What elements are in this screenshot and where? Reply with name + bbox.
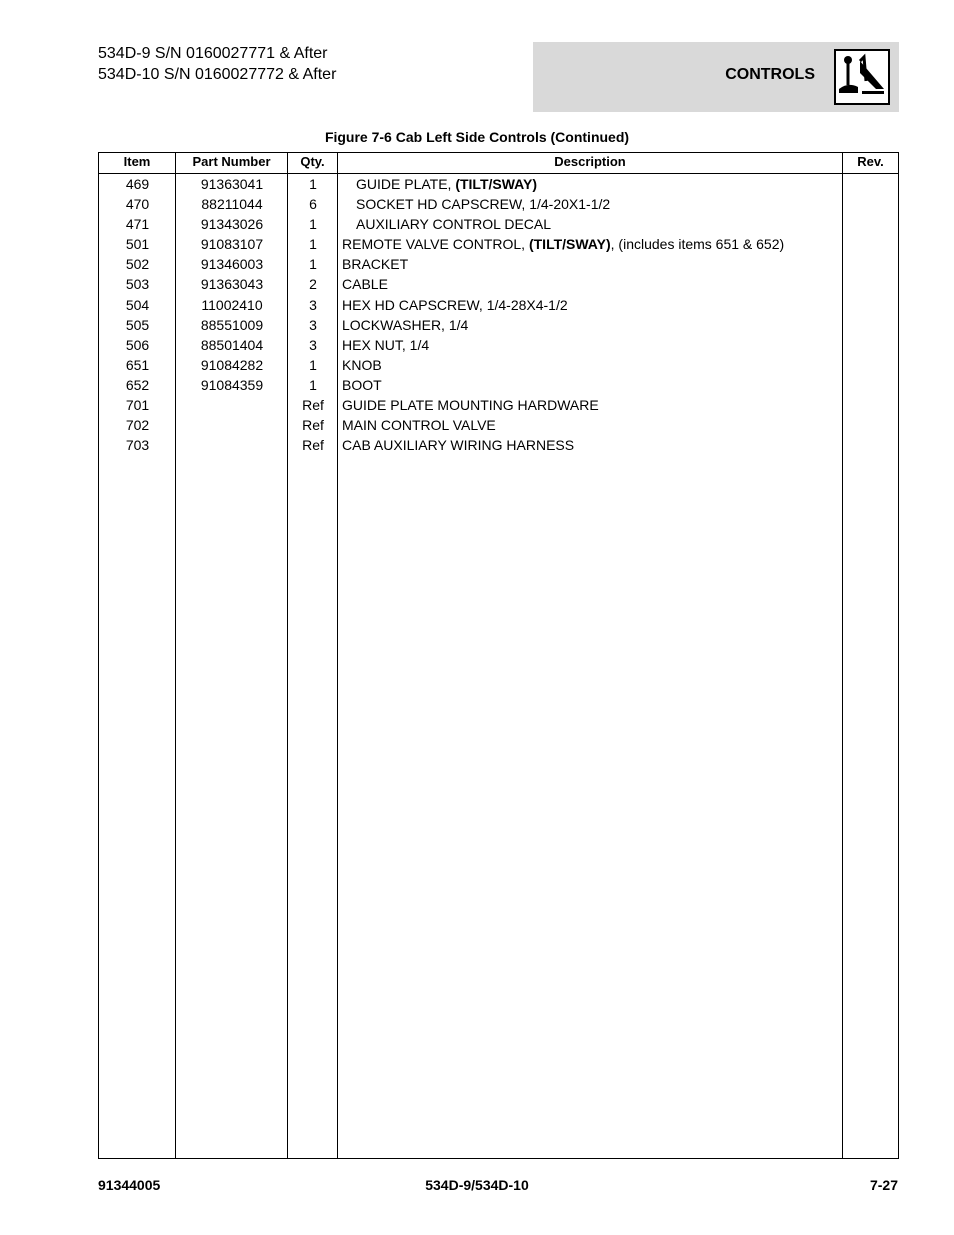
description-segment: , (includes items 651 & 652) [610,236,785,253]
item-number: 501 [125,236,150,253]
item-number: 701 [125,397,150,414]
description [356,194,610,214]
table-row [99,355,898,375]
quantity: 1 [309,176,317,192]
table-row [99,174,898,194]
description [356,214,551,234]
table-row [99,274,898,294]
description [342,395,599,415]
description [342,375,382,395]
part-number: 91083107 [200,236,264,253]
quantity: 6 [309,196,317,213]
item-number: 469 [125,176,150,192]
item-number: 505 [125,316,150,333]
footer-doc-number: 91344005 [98,1177,161,1193]
table-row [99,254,898,274]
item-number: 703 [125,437,150,454]
description [342,274,388,294]
table-row [99,194,898,214]
joystick-controls-icon [834,49,890,105]
column-header-item: Item [123,154,151,169]
part-number: 91343026 [200,216,264,233]
quantity: 1 [309,356,317,373]
description [356,174,537,194]
table-row [99,214,898,234]
table-row [99,315,898,335]
description [342,254,408,274]
part-number: 91346003 [200,256,264,273]
description-segment: CABLE [342,276,388,293]
description [342,295,568,315]
quantity: 2 [309,276,317,293]
description-segment: AUXILIARY CONTROL DECAL [356,216,552,233]
item-number: 702 [125,417,150,434]
description-segment: CAB AUXILIARY WIRING HARNESS [342,437,575,454]
part-number: 88211044 [201,196,263,213]
description-segment: MAIN CONTROL VALVE [342,417,496,434]
model-line-1: 534D-9 S/N 0160027771 & After [98,45,328,62]
description-segment: BOOT [342,376,382,393]
column-header-part-number: Part Number [192,154,271,169]
section-title: CONTROLS [725,66,815,83]
table-row [99,234,898,254]
part-number: 88501404 [200,336,264,353]
description [342,315,468,335]
quantity: 3 [309,336,317,353]
quantity: Ref [302,437,324,454]
part-number: 91363043 [200,276,264,293]
description [342,234,784,254]
item-number: 506 [125,336,150,353]
quantity: 3 [309,316,317,333]
description [342,435,574,455]
table-row [99,375,898,395]
section-header-box [533,42,899,112]
part-number: 91084359 [200,376,264,393]
description-segment: GUIDE PLATE, [356,176,456,192]
description-segment: (TILT/SWAY) [528,236,611,253]
description-segment: KNOB [342,356,382,373]
item-number: 503 [125,276,150,293]
footer-page-number: 7-27 [869,1177,898,1193]
table-row [99,295,898,315]
description [342,335,429,355]
table-row [99,395,898,415]
footer-models: 534D-9/534D-10 [425,1177,529,1193]
item-number: 470 [125,196,150,213]
quantity: 1 [309,236,317,253]
quantity: 1 [309,376,317,393]
table-row [99,435,898,455]
description-segment: BRACKET [342,256,409,273]
model-serial-header [98,43,336,85]
part-number: 91363041 [200,176,264,192]
description [342,355,382,375]
item-number: 502 [125,256,150,273]
description-segment: GUIDE PLATE MOUNTING HARDWARE [342,397,599,414]
part-number: 11002410 [201,296,263,313]
column-header-qty: Qty. [300,154,325,169]
part-number: 88551009 [200,316,264,333]
part-number: 91084282 [200,356,264,373]
quantity: Ref [302,397,324,414]
quantity: 1 [309,216,317,233]
item-number: 652 [125,376,150,393]
description-segment: HEX HD CAPSCREW, 1/4-28X4-1/2 [342,296,568,313]
column-header-rev: Rev. [857,154,884,169]
quantity: 1 [309,256,317,273]
table-row [99,335,898,355]
description-segment: REMOTE VALVE CONTROL, [342,236,529,253]
table-row [99,415,898,435]
model-line-2: 534D-10 S/N 0160027772 & After [98,66,337,83]
description-segment: (TILT/SWAY) [455,176,537,192]
description [342,415,496,435]
quantity: Ref [302,417,324,434]
figure-title: Figure 7-6 Cab Left Side Controls (Continued) [324,129,630,145]
column-header-description: Description [554,154,626,169]
parts-table [98,152,899,1159]
item-number: 471 [125,216,150,233]
quantity: 3 [309,296,317,313]
description-segment: SOCKET HD CAPSCREW, 1/4-20X1-1/2 [356,196,611,213]
description-segment: LOCKWASHER, 1/4 [342,316,469,333]
description-segment: HEX NUT, 1/4 [342,336,430,353]
item-number: 504 [125,296,150,313]
item-number: 651 [125,356,150,373]
table-body [99,174,898,455]
